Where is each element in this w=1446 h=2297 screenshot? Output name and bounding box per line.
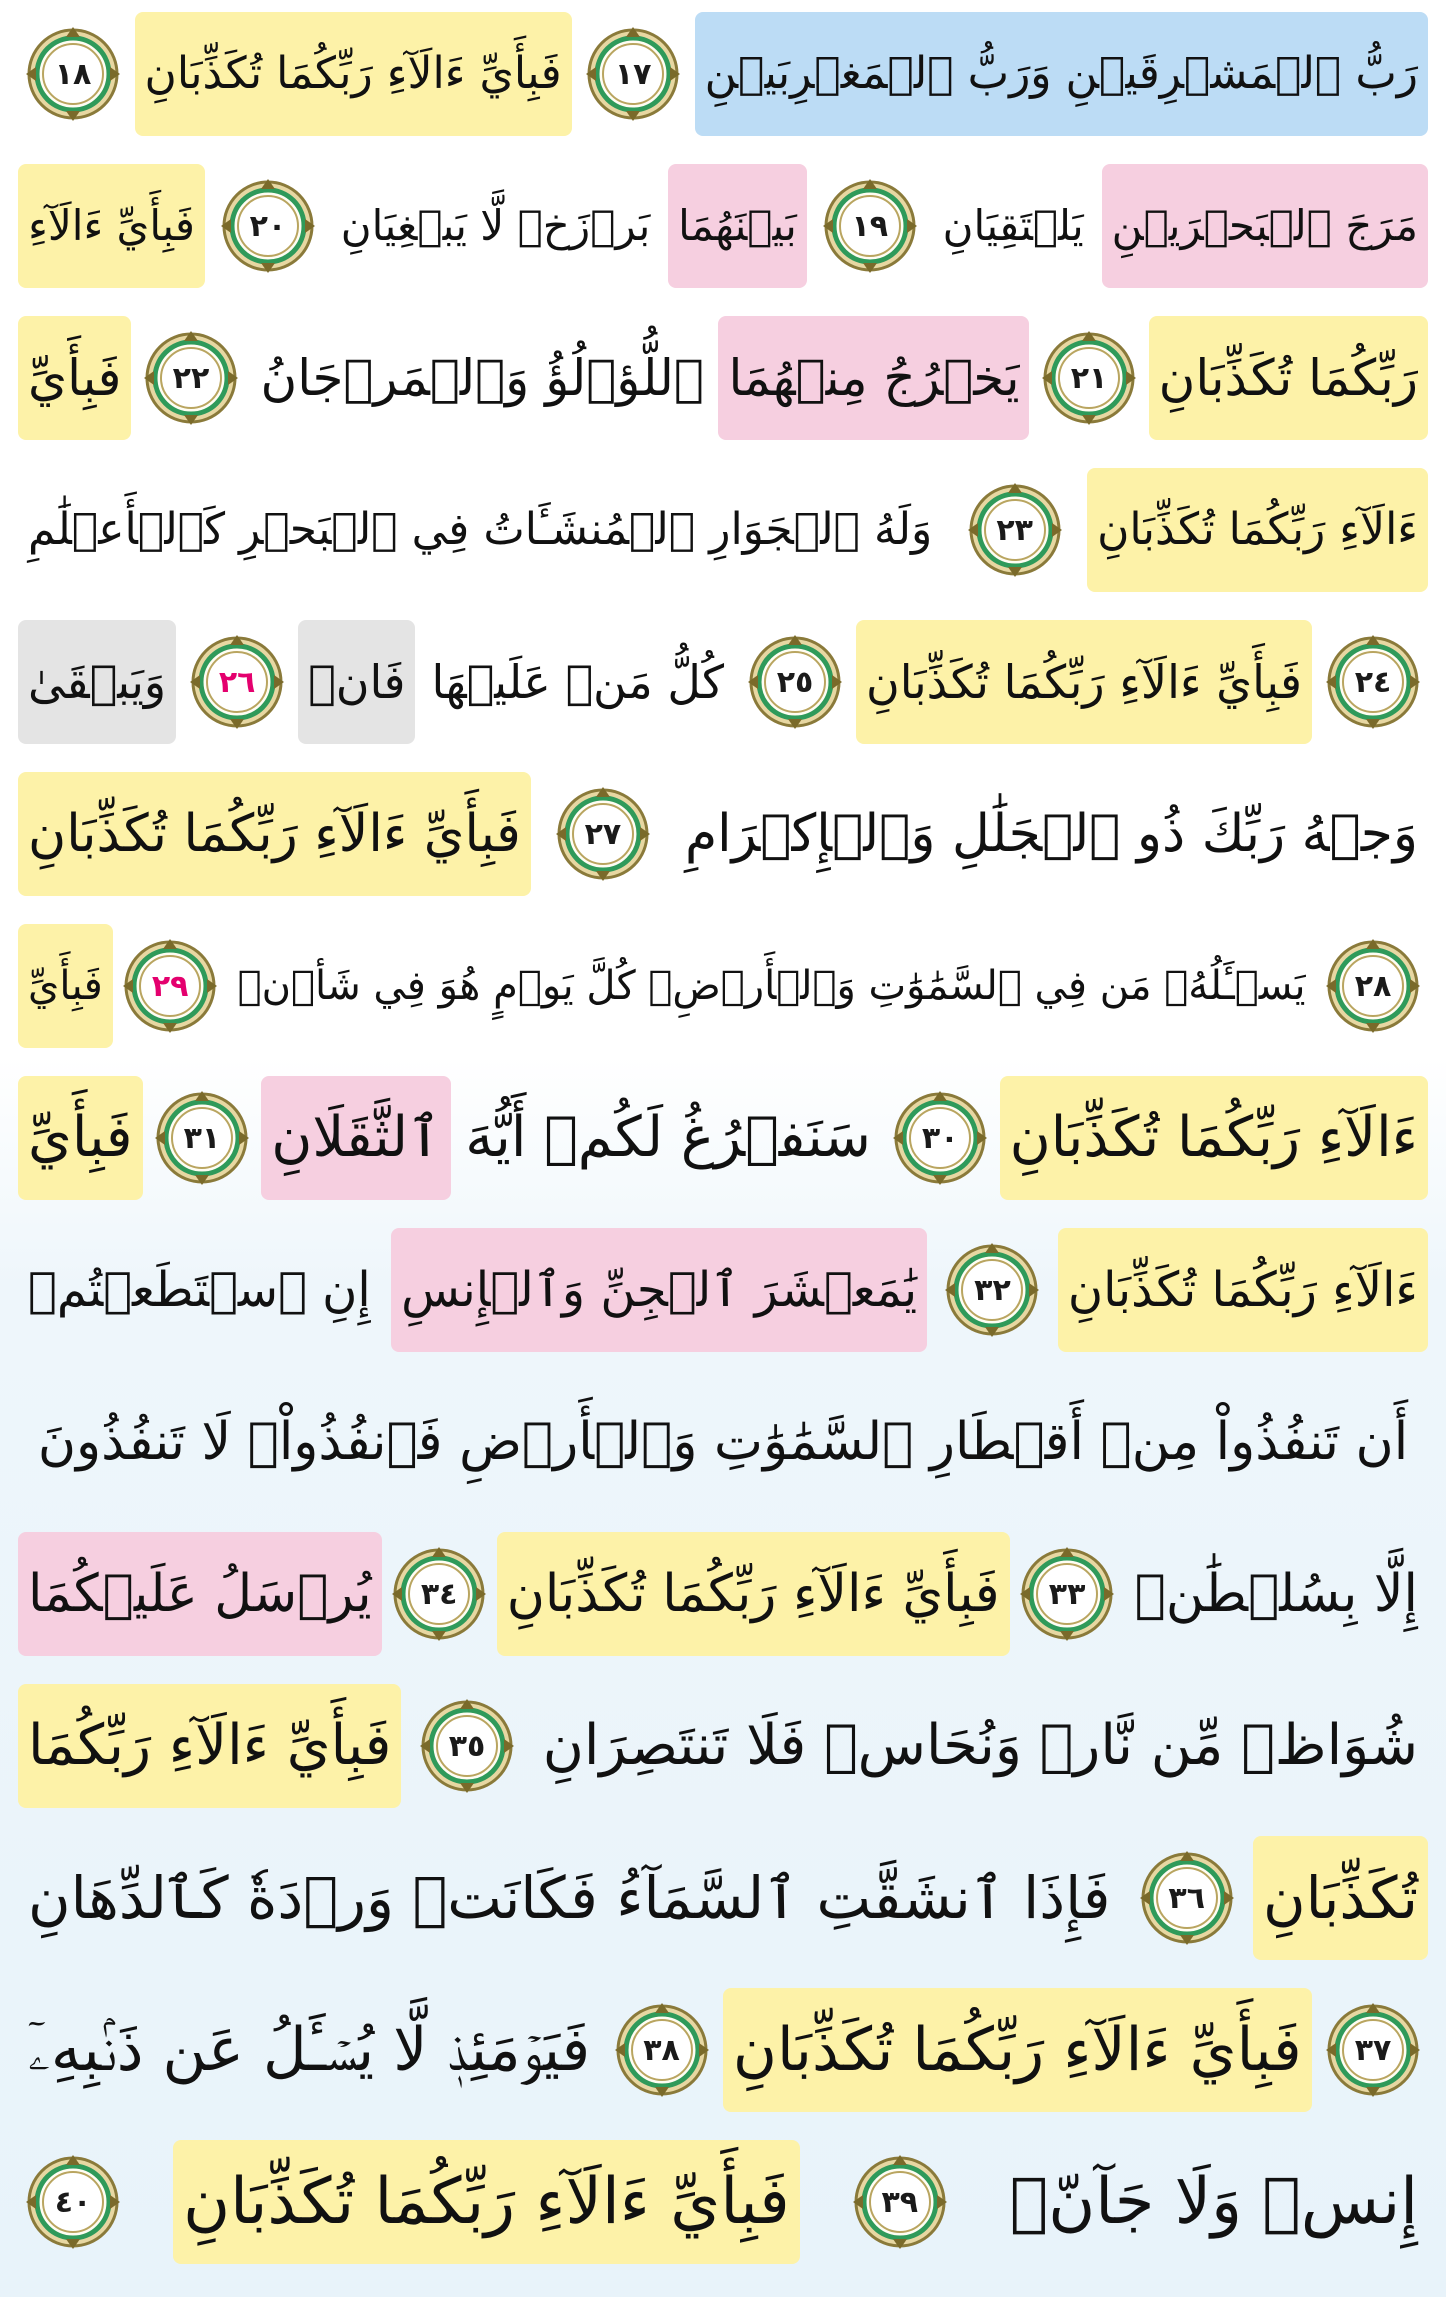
ayah-number: ٢٠	[249, 208, 287, 244]
ayah-number-marker	[554, 785, 652, 883]
verse-text: ٱلثَّقَلَانِ	[261, 1076, 451, 1200]
ayah-number-marker	[851, 2153, 949, 2251]
ayah-number: ٣٠	[921, 1120, 959, 1156]
verse-text: يَٰمَعۡشَرَ ٱلۡجِنِّ وَٱلۡإِنسِ	[391, 1228, 927, 1352]
ayah-number-marker	[1018, 1545, 1116, 1643]
verse-text: ءَالَآءِ رَبِّكُمَا تُكَذِّبَانِ	[1087, 468, 1428, 592]
verse-text: فَبِأَيِّ	[18, 316, 131, 440]
verse-text: فَانٖ	[298, 620, 415, 744]
ayah-number: ١٧	[614, 56, 652, 92]
verse-text: فَبِأَيِّ ءَالَآءِ رَبِّكُمَا تُكَذِّبَانِ	[856, 620, 1312, 744]
verse-line	[18, 460, 1428, 600]
verse-line	[18, 308, 1428, 448]
verse-text: يُرۡسَلُ عَلَيۡكُمَا	[18, 1532, 382, 1656]
verse-line	[18, 156, 1428, 296]
verse-line	[18, 1980, 1428, 2120]
ayah-number: ٣٧	[1354, 2032, 1392, 2068]
verse-text: فَبِأَيِّ ءَالَآءِ رَبِّكُمَا تُكَذِّبَانِ	[18, 772, 531, 896]
ayah-number: ٢٢	[172, 360, 210, 396]
verse-line	[18, 1524, 1428, 1664]
verse-line	[18, 4, 1428, 144]
verse-text: فَبِأَيِّ ءَالَآءِ رَبِّكُمَا تُكَذِّبَانِ	[173, 2140, 800, 2264]
verse-line	[18, 916, 1428, 1056]
verse-line	[18, 1828, 1428, 1968]
verse-text: يَسۡـَٔلُهُۥ مَن فِي ٱلسَّمَٰوَٰتِ وَٱلۡأَرۡضِۚ كُلَّ يَوۡمٍ هُوَ فِي شَأۡنٖ	[237, 963, 1306, 1009]
ayah-number-marker	[613, 2001, 711, 2099]
verse-line	[18, 612, 1428, 752]
ayah-number-marker	[1040, 329, 1138, 427]
verse-text: بَيۡنَهُمَا	[668, 164, 807, 288]
ayah-number: ٢٩	[151, 968, 189, 1004]
ayah-number-marker	[121, 937, 219, 1035]
verse-text: وَيَبۡقَىٰ	[18, 620, 176, 744]
verse-text: يَلۡتَقِيَانِ	[942, 201, 1084, 250]
ayah-number-marker	[584, 25, 682, 123]
verse-text: فَيَوۡمَئِذٖ لَّا يُسۡـَٔلُ عَن ذَنۢبِهِۦٓ	[28, 2015, 591, 2085]
verse-text: ءَالَآءِ رَبِّكُمَا تُكَذِّبَانِ	[1058, 1228, 1428, 1352]
verse-text: فَبِأَيِّ ءَالَآءِ رَبِّكُمَا تُكَذِّبَانِ	[723, 1988, 1312, 2112]
ayah-number: ٣٣	[1048, 1576, 1086, 1612]
ayah-number: ٣١	[183, 1120, 221, 1156]
verse-text: وَجۡهُ رَبِّكَ ذُو ٱلۡجَلَٰلِ وَٱلۡإِكۡرَامِ	[684, 804, 1418, 864]
ayah-number: ٣٥	[448, 1728, 486, 1764]
ayah-number: ٢٧	[584, 816, 622, 852]
verse-text: إِلَّا بِسُلۡطَٰنٖ	[1134, 1564, 1418, 1624]
ayah-number-marker	[418, 1697, 516, 1795]
verse-text: ٱللُّؤۡلُؤُ وَٱلۡمَرۡجَانُ	[260, 349, 704, 407]
ayah-number-marker	[153, 1089, 251, 1187]
verse-text: سَنَفۡرُغُ لَكُمۡ أَيُّهَ	[465, 1105, 871, 1170]
ayah-number-marker	[746, 633, 844, 731]
ayah-number-marker	[219, 177, 317, 275]
verse-text: مَرَجَ ٱلۡبَحۡرَيۡنِ	[1102, 164, 1428, 288]
verse-text: فَبِأَيِّ ءَالَآءِ رَبِّكُمَا تُكَذِّبَانِ	[135, 12, 572, 136]
verse-line	[18, 1372, 1428, 1512]
verse-text: رَبِّكُمَا تُكَذِّبَانِ	[1149, 316, 1428, 440]
verse-text: شُوَاظٞ مِّن نَّارٖ وَنُحَاسٞ فَلَا تَنتَصِرَانِ	[542, 1713, 1418, 1778]
ayah-number: ٢١	[1070, 360, 1108, 396]
verse-text: إِنسٞ وَلَا جَآنّٞ	[1009, 2165, 1418, 2239]
verse-text: فَبِأَيِّ	[18, 1076, 143, 1200]
ayah-number: ٢٤	[1354, 664, 1392, 700]
ayah-number-marker	[966, 481, 1064, 579]
verse-text: فَإِذَا ٱنشَقَّتِ ٱلسَّمَآءُ فَكَانَتۡ وَرۡدَةٗ كَٱلدِّهَانِ	[28, 1864, 1111, 1932]
verse-text: رَبُّ ٱلۡمَشۡرِقَيۡنِ وَرَبُّ ٱلۡمَغۡرِبَيۡنِ	[695, 12, 1428, 136]
verse-text: أَن تَنفُذُواْ مِنۡ أَقۡطَارِ ٱلسَّمَٰوَٰتِ وَٱلۡأَرۡضِ فَٱنفُذُواْۚ لَا تَنفُذُونَ	[37, 1412, 1409, 1472]
verse-text: فَبِأَيِّ ءَالَآءِ رَبِّكُمَا تُكَذِّبَانِ	[497, 1532, 1010, 1656]
ayah-number: ٣٨	[643, 2032, 680, 2068]
verse-text: فَبِأَيِّ	[18, 924, 113, 1048]
ayah-number-marker	[821, 177, 919, 275]
ayah-number: ١٩	[851, 208, 889, 244]
ayah-number: ١٨	[54, 56, 92, 92]
verse-line	[18, 1676, 1428, 1816]
ayah-number-marker	[1324, 2001, 1422, 2099]
ayah-number-marker	[1324, 937, 1422, 1035]
ayah-number: ٢٥	[776, 664, 814, 700]
verse-text: وَلَهُ ٱلۡجَوَارِ ٱلۡمُنشَـَٔاتُ فِي ٱلۡبَحۡرِ كَٱلۡأَعۡلَٰمِ	[28, 504, 933, 555]
verse-text: فَبِأَيِّ ءَالَآءِ رَبِّكُمَا	[18, 1684, 401, 1808]
verse-line	[18, 764, 1428, 904]
verse-text: تُكَذِّبَانِ	[1253, 1836, 1428, 1960]
ayah-number-marker	[24, 25, 122, 123]
verse-line	[18, 2132, 1428, 2272]
verse-text: فَبِأَيِّ ءَالَآءِ	[18, 164, 205, 288]
ayah-number: ٣٤	[420, 1576, 458, 1612]
verse-text: يَخۡرُجُ مِنۡهُمَا	[718, 316, 1029, 440]
ayah-number-marker	[891, 1089, 989, 1187]
verse-text: إِنِ ٱسۡتَطَعۡتُمۡ	[28, 1262, 371, 1318]
ayah-number-marker	[1138, 1849, 1236, 1947]
ayah-number-marker	[943, 1241, 1041, 1339]
ayah-number-marker	[390, 1545, 488, 1643]
ayah-number: ٢٦	[218, 664, 256, 700]
ayah-number: ٣٩	[881, 2184, 919, 2220]
ayah-number: ٣٢	[974, 1272, 1011, 1308]
ayah-number-marker	[188, 633, 286, 731]
ayah-number: ٤٠	[54, 2184, 92, 2220]
ayah-number-marker	[24, 2153, 122, 2251]
verse-line	[18, 1220, 1428, 1360]
ayah-number: ٢٣	[996, 512, 1033, 548]
verse-line	[18, 1068, 1428, 1208]
verse-text: كُلُّ مَنۡ عَلَيۡهَا	[431, 655, 725, 709]
ayah-number-marker	[142, 329, 240, 427]
ayah-number: ٣٦	[1168, 1880, 1206, 1916]
ayah-number: ٢٨	[1354, 968, 1392, 1004]
verse-text: بَرۡزَخٞ لَّا يَبۡغِيَانِ	[340, 201, 651, 250]
verse-text: ءَالَآءِ رَبِّكُمَا تُكَذِّبَانِ	[1000, 1076, 1428, 1200]
ayah-number-marker	[1324, 633, 1422, 731]
